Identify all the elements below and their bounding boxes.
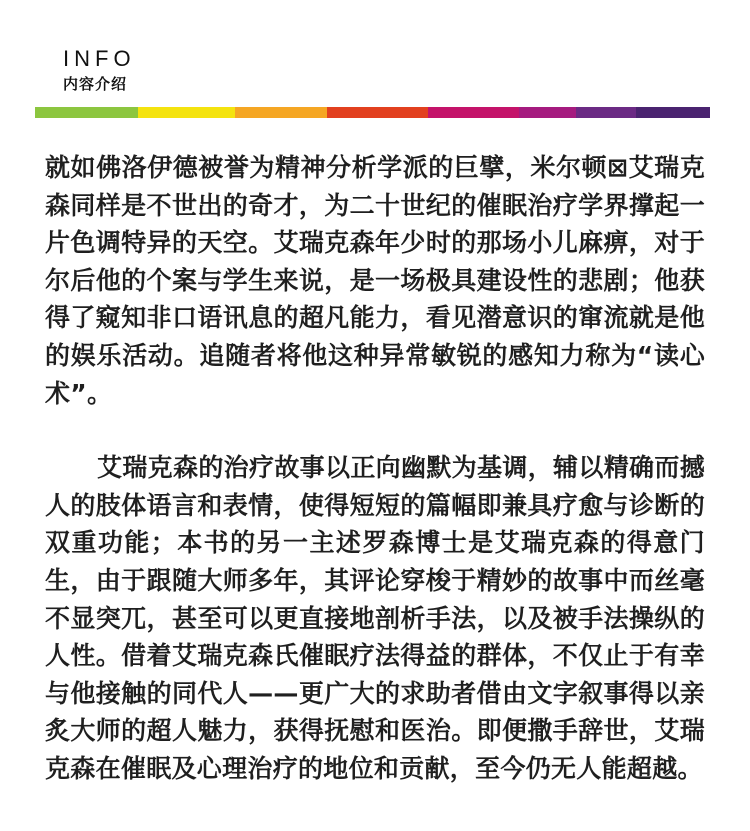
intro-paragraph-1: 就如佛洛伊德被誉为精神分析学派的巨擘，米尔顿⊠艾瑞克森同样是不世出的奇才，为二十世纪的催眠治疗学界撑起一片色调特异的天空。艾瑞克森年少时的那场小儿麻痹，对于尔后他的个案与学生来说，是一场极具建设性的悲剧；他获得了窥知非口语讯息的超凡能力，看见潜意识的窜流就是他的娱乐活动。追随者将他这种异常敏锐的感知力称为“读心术”。 xyxy=(45,153,705,408)
section-title-cn: 内容介绍 xyxy=(63,75,128,93)
stripe-segment-violet xyxy=(576,107,636,118)
section-title-en: INFO xyxy=(63,46,136,71)
intro-body xyxy=(45,149,705,788)
stripe-segment-red xyxy=(327,107,428,118)
stripe-segment-magenta xyxy=(428,107,519,118)
stripe-segment-orange xyxy=(235,107,327,118)
intro-paragraph-2: 艾瑞克森的治疗故事以正向幽默为基调，辅以精确而撼人的肢体语言和表情，使得短短的篇幅即兼具疗愈与诊断的双重功能；本书的另一主述罗森博士是艾瑞克森的得意门生，由于跟随大师多年，其评论穿梭于精妙的故事中而丝毫不显突兀，甚至可以更直接地剖析手法，以及被手法操纵的人性。借着艾瑞克森氏催眠疗法得益的群体，不仅止于有幸与他接触的同代人——更广大的求助者借由文字叙事得以亲炙大师的超人魅力，获得抚慰和医治。即便撒手辞世，艾瑞克森在催眠及心理治疗的地位和贡献，至今仍无人能超越。 xyxy=(45,453,705,783)
section-header xyxy=(63,46,136,93)
stripe-segment-purple xyxy=(519,107,576,118)
color-stripe-divider xyxy=(35,107,710,118)
stripe-segment-green xyxy=(35,107,138,118)
stripe-segment-indigo xyxy=(636,107,710,118)
stripe-segment-yellow xyxy=(138,107,235,118)
